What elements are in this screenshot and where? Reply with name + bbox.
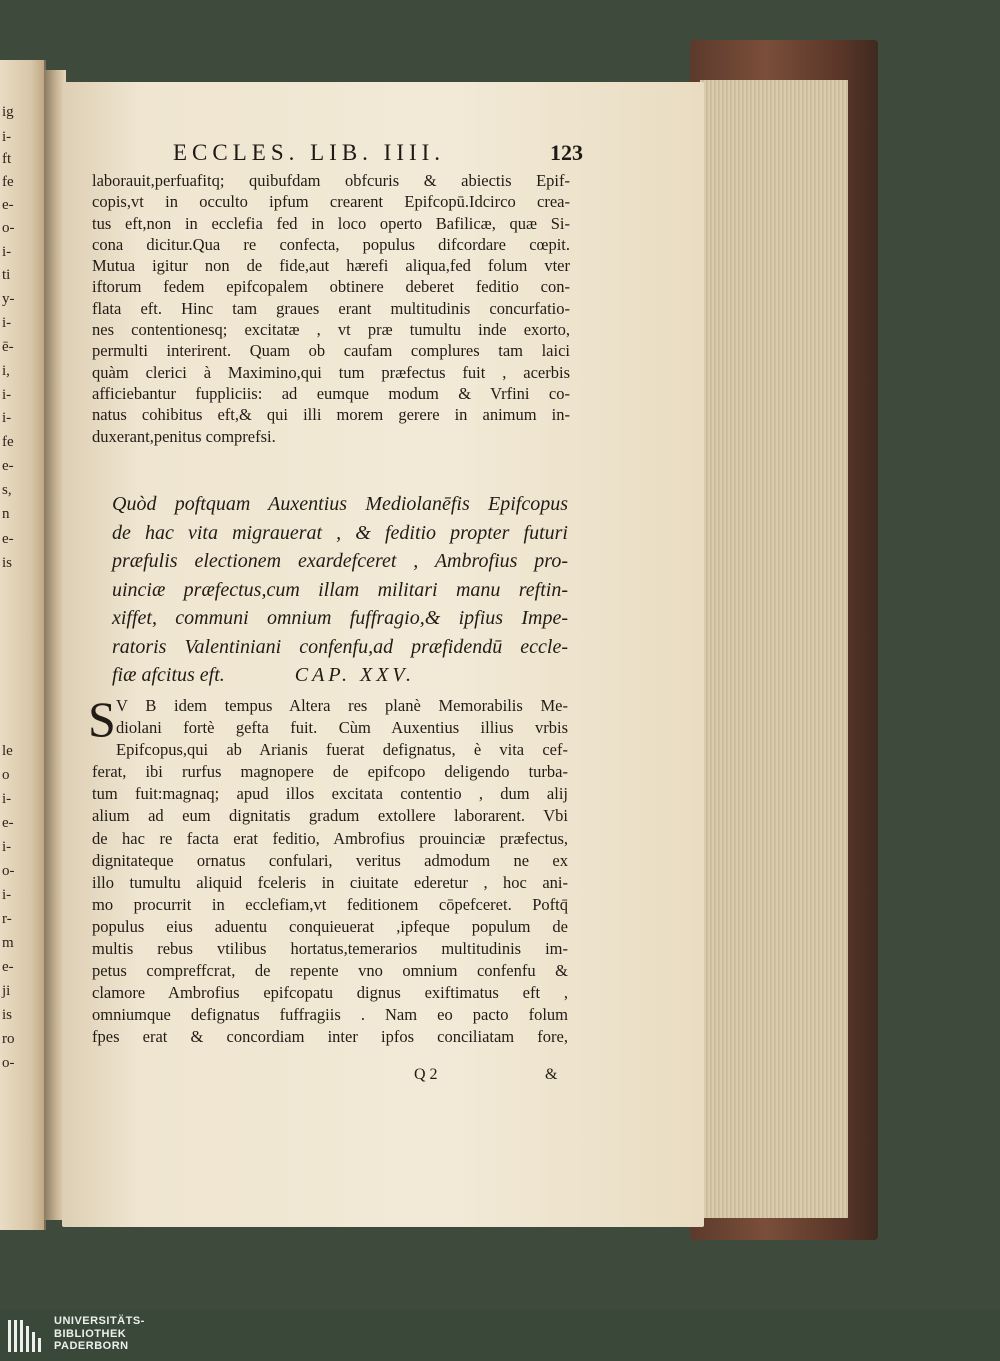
- text-line: cona dicitur.Qua re confecta, populus difcordare cœpit.: [92, 234, 570, 254]
- text-line: V B idem tempus Altera res planè Memorabilis Me-: [116, 696, 568, 715]
- text-line: diolani fortè gefta fuit. Cùm Auxentius illius vrbis: [116, 718, 568, 738]
- text-line: alium ad eum dignitatis gradum extollere laborarent. Vbi: [92, 806, 568, 826]
- library-footer: [0, 1310, 1000, 1361]
- heading-last-text: fiæ afcitus eft.: [112, 664, 225, 686]
- left-page-fragment: r-: [2, 911, 12, 927]
- left-page-fragment: i-: [2, 410, 12, 426]
- left-page-fragment: e-: [2, 959, 14, 975]
- left-page-fragment: ē-: [2, 339, 14, 355]
- text-line: copis,vt in occulto ipfum crearent Epifcopū.Idcirco crea-: [92, 192, 570, 212]
- heading-line: xiffet, communi omnium fuffragio,& ipfius Impe-: [112, 607, 568, 629]
- chapter-label: CAP. XXV.: [294, 664, 416, 686]
- heading-line: præfulis electionem exardefceret , Ambrofius pro-: [112, 550, 568, 572]
- heading-line: de hac vita migrauerat , & feditio propter futuri: [112, 521, 568, 544]
- left-page-fragment: ft: [2, 151, 12, 167]
- text-line: de hac re facta erat feditio, Ambrofius prouinciæ præfectus,: [92, 828, 568, 848]
- left-page-fragment: e-: [2, 531, 14, 547]
- left-page-fragment: i-: [2, 244, 12, 260]
- library-logo-icon: [6, 1316, 46, 1356]
- left-page-fragment: o-: [2, 220, 15, 236]
- left-page-fragment: o-: [2, 1055, 15, 1071]
- left-page-fragment: i-: [2, 387, 12, 403]
- left-page-fragment: is: [2, 555, 13, 571]
- text-line: natus cohibitus eft,& qui illi morem gerere in animum in-: [92, 405, 570, 425]
- text-line: dignitateque ornatus confulari, veritus admodum ne ex: [92, 850, 568, 870]
- text-line: mo procurrit in ecclefiam,vt feditionem cōpefceret. Poftq̄: [92, 894, 568, 914]
- left-page-fragment: ig: [2, 104, 14, 120]
- left-page-fragment: is: [2, 1007, 13, 1023]
- heading-line: uinciæ præfectus,cum illam militari manu reftin-: [112, 578, 568, 601]
- left-page-fragment: e-: [2, 197, 14, 213]
- left-page-fragment: e-: [2, 458, 14, 474]
- left-page-fragment: o: [2, 767, 10, 783]
- left-page-fragment: ro: [2, 1031, 15, 1047]
- text-line: tum fuit:magnaq; apud illos excitata contentio , dum alij: [92, 784, 568, 804]
- heading-line: [112, 661, 568, 690]
- text-line: tus eft,non in ecclefia fed in loco operto Bafilicæ, quæ Si-: [92, 213, 570, 233]
- page-header: [173, 140, 583, 168]
- left-page-fragment: y-: [2, 291, 15, 307]
- text-line: clamore Ambrofius epifcopatu dignus exiftimatus eft ,: [92, 983, 568, 1003]
- text-line: omniumque defignatus fuffragiis . Nam eo pacto folum: [92, 1005, 568, 1025]
- left-page-fragment: fe: [2, 174, 14, 190]
- text-line: nes contentionesq; excitatæ , vt præ tumultu inde exorto,: [92, 320, 570, 340]
- text-line: multis rebus vtilibus hortatus,temerarios multitudinis im-: [92, 939, 568, 959]
- left-page-fragment: n: [2, 506, 10, 522]
- left-page: [0, 60, 46, 1230]
- paragraph-2: [92, 695, 568, 1049]
- text-line: quàm clerici à Maximino,qui tum præfectus fuit , acerbis: [92, 362, 570, 382]
- text-line: Epifcopus,qui ab Arianis fuerat defignatus, è vita cef-: [116, 740, 568, 760]
- left-page-fragment: o-: [2, 863, 15, 879]
- text-line: flata eft. Hinc tam graues erant multitudinis concurfatio-: [92, 298, 570, 318]
- page-edges: [700, 80, 848, 1218]
- left-page-fragment: le: [2, 743, 13, 759]
- left-page-fragment: i-: [2, 129, 12, 145]
- text-line: illo tumultu aliquid fceleris in ciuitate ederetur , hoc ani-: [92, 872, 568, 892]
- text-line: ferat, ibi rurfus magnopere de epifcopo deligendo turba-: [92, 762, 568, 782]
- library-name: [54, 1315, 145, 1353]
- library-name-line2: BIBLIOTHEK: [54, 1327, 127, 1340]
- left-page-fragment: e-: [2, 815, 14, 831]
- paragraph-1: [92, 170, 570, 447]
- left-page-fragment: ti: [2, 267, 11, 283]
- left-page-fragment: i-: [2, 791, 12, 807]
- left-page-fragment: i,: [2, 363, 10, 379]
- text-line: iftorum fedem epifcopalem obtinere deberet feditio con-: [92, 277, 570, 297]
- left-page-fragment: i-: [2, 315, 12, 331]
- text-line: duxerant,penitus comprefsi.: [92, 426, 276, 446]
- drop-cap: S: [88, 691, 116, 747]
- signature-mark: Q 2: [414, 1066, 438, 1083]
- left-page-fragment: m: [2, 935, 14, 951]
- library-name-line3: PADERBORN: [54, 1340, 129, 1352]
- left-page-fragment: s,: [2, 482, 12, 498]
- text-line: fpes erat & concordiam inter ipfos conciliatam fore,: [92, 1027, 568, 1047]
- text-line: laborauit,perfuafitq; quibufdam obfcuris & abiectis Epif-: [92, 171, 570, 190]
- left-page-fragment: ji: [2, 983, 11, 999]
- page-number: 123: [550, 140, 583, 165]
- left-page-fragment: i-: [2, 839, 12, 855]
- text-line: permulti interirent. Quam ob caufam complures tam laici: [92, 341, 570, 361]
- catchword: &: [545, 1066, 558, 1083]
- chapter-heading: [112, 490, 568, 690]
- library-name-line1: UNIVERSITÄTS-: [54, 1315, 145, 1327]
- text-line: Mutua igitur non de fide,aut hærefi aliqua,fed folum vter: [92, 256, 570, 276]
- heading-line: Quòd poftquam Auxentius Mediolanēfis Epifcopus: [112, 493, 568, 515]
- running-head: ECCLES. LIB. IIII.: [173, 140, 446, 165]
- text-line: populus eius aduentu conquieuerat ,ipfeque populum de: [92, 916, 568, 936]
- left-page-fragment: i-: [2, 887, 12, 903]
- heading-line: ratoris Valentiniani confenfu,ad præfidendū eccle-: [112, 635, 568, 658]
- text-line: afficiebantur fuppliciis: ad eumque modum & Vrfini co-: [92, 383, 570, 403]
- left-page-fragment: fe: [2, 434, 14, 450]
- text-line: petus compreffcrat, de repente vno omnium confenfu &: [92, 961, 568, 981]
